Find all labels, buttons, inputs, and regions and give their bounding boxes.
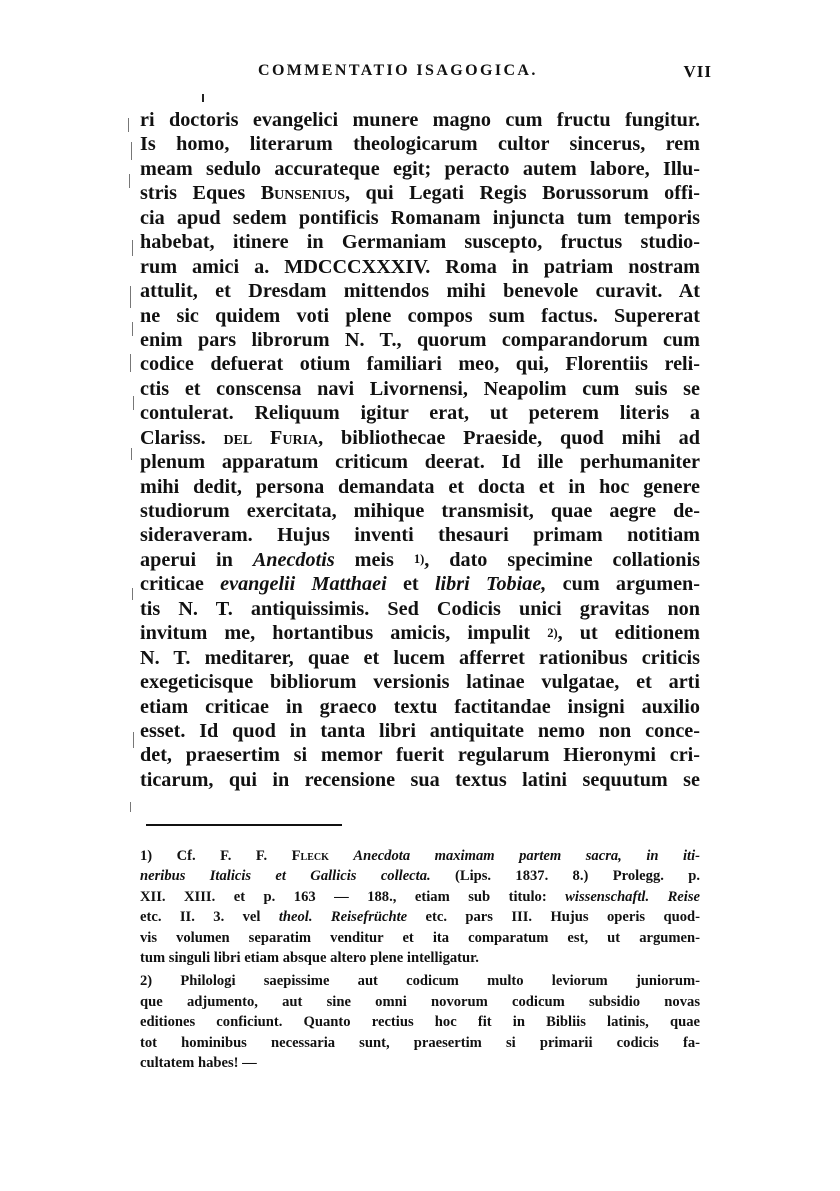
running-title: COMMENTATIO ISAGOGICA. (258, 62, 538, 79)
footnote-line: editiones conficiunt. Quanto rectius hoc fit in Bibliis latinis, quae (140, 1014, 700, 1031)
footnote-line: cultatem habes! — (140, 1054, 257, 1071)
footnotes (140, 846, 700, 1073)
text-fragment: meis (334, 548, 414, 571)
footnote-line: tum singuli libri etiam absque altero plene intelligatur. (140, 949, 479, 966)
text-line (140, 426, 700, 450)
text-line: det, praesertim si memor fuerit regularum Hieronymi cri- (140, 744, 700, 767)
footnote-line (140, 866, 700, 886)
text-line: tis N. T. antiquissimis. Sed Codicis unici gravitas non (140, 597, 700, 620)
text-line: attulit, et Dresdam mittendos mihi benevole curavit. At (140, 280, 700, 303)
text-line: ticarum, qui in recensione sua textus latini sequutum se (140, 768, 700, 791)
text-line: codice defuerat otium familiari meo, qui, Florentiis reli- (140, 353, 700, 376)
book-title: wissenschaftl. Reise (565, 888, 700, 905)
book-title: neribus Italicis et Gallicis collecta. (140, 868, 431, 885)
text-line: exegeticisque bibliorum versionis latinae vulgatae, et arti (140, 671, 700, 694)
person-name: Fleck (291, 848, 329, 864)
text-fragment: Clariss. (140, 426, 224, 449)
running-head (140, 62, 712, 86)
text-line (140, 548, 700, 572)
text-fragment: etc. pars III. Hujus operis quod- (407, 909, 700, 926)
text-fragment: , dato specimine collationis (424, 548, 700, 571)
text-fragment: etc. II. 3. vel (140, 909, 279, 926)
text-fragment: (Lips. 1837. 8.) Prolegg. p. (430, 868, 700, 885)
text-line: cia apud sedem pontificis Romanam injuncta tum temporis (140, 206, 700, 229)
book-title: theol. Reisefrüchte (278, 909, 408, 926)
footnote-2 (140, 971, 700, 1073)
footnote-line (140, 846, 700, 866)
book-title: libri Tobiae, (434, 573, 547, 596)
text-line (140, 572, 700, 596)
text-fragment: , qui Legati Regis Borussorum offi- (344, 182, 700, 205)
text-fragment: 1) Cf. F. F. (140, 848, 292, 864)
text-line: Is homo, literarum theologicarum cultor sincerus, rem (140, 133, 700, 156)
footnote-line: vis volumen separatim venditur et ita comparatum est, ut argumen- (140, 929, 700, 946)
text-line: esset. Id quod in tanta libri antiquitate nemo non conce- (140, 719, 700, 742)
footnote-ref-2: 2) (547, 625, 558, 640)
text-line: etiam criticae in graeco textu factitandae insigni auxilio (140, 695, 700, 718)
text-fragment: stris Eques (140, 182, 261, 205)
text-line (140, 181, 700, 205)
book-title: Anecdotis (252, 548, 335, 571)
text-fragment (329, 848, 354, 864)
footnote-line: 2) Philologi saepissime aut codicum multo leviorum juniorum- (140, 973, 700, 990)
text-fragment: et (386, 573, 435, 596)
text-line: studiorum exercitata, mihique transmisit, quae aegre de- (140, 500, 700, 522)
text-line: plenum apparatum criticum deerat. Id ille perhumaniter (140, 451, 700, 474)
print-mark (202, 94, 204, 102)
text-line: rum amici a. MDCCCXXXIV. Roma in patriam nostram (140, 255, 700, 278)
person-name: Bunsenius (260, 182, 345, 205)
text-fragment: cum argumen- (546, 573, 701, 596)
text-line (140, 621, 700, 645)
book-title: evangelii Matthaei (220, 573, 387, 596)
footnote-line: que adjumento, aut sine omni novorum codicum subsidio novas (140, 993, 700, 1010)
text-line: meam sedulo accurateque egit; peracto autem labore, Illu- (140, 157, 700, 180)
text-fragment: XII. XIII. et p. 163 — 188., etiam sub titulo: (140, 888, 566, 905)
main-text (140, 108, 700, 792)
text-line: ri doctoris evangelici munere magno cum fructu fungitur. (140, 109, 700, 131)
text-line: sideraveram. Hujus inventi thesauri primam notitiam (140, 524, 700, 547)
footnote-line: tot hominibus necessaria sunt, praesertim si primarii codicis fa- (140, 1034, 700, 1051)
text-line: N. T. meditarer, quae et lucem afferret rationibus criticis (140, 646, 700, 669)
text-line: contulerat. Reliquum igitur erat, ut peterem literis a (140, 402, 700, 425)
text-line: enim pars librorum N. T., quorum comparandorum cum (140, 328, 700, 351)
text-fragment: , bibliothecae Praeside, quod mihi ad (318, 426, 701, 449)
text-fragment: aperui in (140, 548, 253, 571)
footnote-1 (140, 846, 700, 968)
text-fragment: , ut editionem (557, 622, 700, 645)
page-number: VII (683, 62, 712, 81)
footnote-ref-1: 1) (413, 552, 425, 567)
person-name: del Furia (223, 426, 319, 449)
text-fragment: invitum me, hortantibus amicis, impulit (140, 622, 548, 645)
text-line: mihi dedit, persona demandata et docta et in hoc genere (140, 475, 700, 498)
footnote-rule (146, 824, 342, 826)
footnote-line (140, 887, 700, 907)
footnote-line (140, 907, 700, 927)
text-line: ctis et conscensa navi Livornensi, Neapolim cum suis se (140, 377, 700, 400)
book-title: Anecdota maximam partem sacra, in iti- (353, 848, 700, 864)
text-line: ne sic quidem voti plene compos sum factus. Supererat (140, 304, 700, 327)
text-fragment: criticae (140, 573, 221, 596)
text-line: habebat, itinere in Germaniam suscepto, fructus studio- (140, 231, 700, 254)
gutter-margin-marks (126, 112, 138, 812)
